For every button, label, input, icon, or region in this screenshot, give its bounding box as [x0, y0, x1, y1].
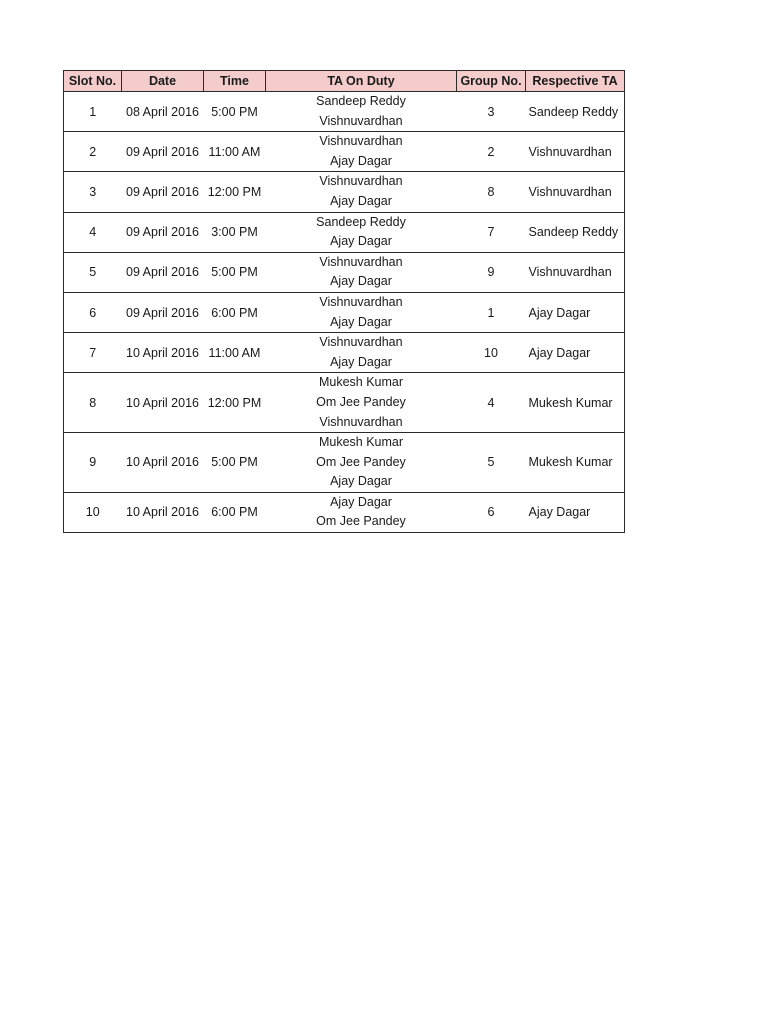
table-row	[64, 212, 625, 252]
schedule-body	[64, 92, 625, 533]
date-cell: 09 April 2016	[122, 172, 204, 212]
table-row	[64, 333, 625, 373]
table-row	[64, 252, 625, 292]
header-row	[64, 71, 625, 92]
ta-name: Mukesh Kumar	[318, 435, 404, 450]
group-no-cell: 1	[457, 292, 526, 332]
ta-on-duty-cell	[266, 433, 457, 493]
ta-name: Ajay Dagar	[330, 494, 392, 509]
header-ta-on-duty: TA On Duty	[266, 71, 457, 92]
table-row	[64, 292, 625, 332]
ta-on-duty-cell	[266, 252, 457, 292]
ta-schedule-table	[63, 70, 625, 533]
ta-name: Ajay Dagar	[330, 153, 392, 168]
ta-on-duty-cell	[266, 292, 457, 332]
time-cell: 6:00 PM	[204, 292, 266, 332]
date-cell: 10 April 2016	[122, 333, 204, 373]
group-no-cell: 6	[457, 492, 526, 532]
time-cell: 11:00 AM	[204, 132, 266, 172]
ta-name: Vishnuvardhan	[319, 174, 403, 189]
time-cell: 5:00 PM	[204, 252, 266, 292]
ta-on-duty-cell	[266, 333, 457, 373]
table-row	[64, 373, 625, 433]
ta-name: Ajay Dagar	[330, 474, 392, 489]
slot-no-cell: 8	[64, 373, 122, 433]
slot-no-cell: 2	[64, 132, 122, 172]
group-no-cell: 5	[457, 433, 526, 493]
time-cell: 11:00 AM	[204, 333, 266, 373]
respective-ta-cell: Ajay Dagar	[526, 333, 625, 373]
time-cell: 3:00 PM	[204, 212, 266, 252]
date-cell: 09 April 2016	[122, 132, 204, 172]
table-row	[64, 92, 625, 132]
date-cell: 10 April 2016	[122, 373, 204, 433]
ta-on-duty-cell	[266, 212, 457, 252]
respective-ta-cell: Vishnuvardhan	[526, 172, 625, 212]
time-cell: 6:00 PM	[204, 492, 266, 532]
ta-name: Ajay Dagar	[330, 234, 392, 249]
group-no-cell: 7	[457, 212, 526, 252]
ta-name: Vishnuvardhan	[319, 254, 403, 269]
date-cell: 08 April 2016	[122, 92, 204, 132]
ta-name: Ajay Dagar	[330, 314, 392, 329]
group-no-cell: 2	[457, 132, 526, 172]
slot-no-cell: 1	[64, 92, 122, 132]
respective-ta-cell: Mukesh Kumar	[526, 373, 625, 433]
table-row	[64, 492, 625, 532]
ta-name: Ajay Dagar	[330, 193, 392, 208]
date-cell: 10 April 2016	[122, 492, 204, 532]
group-no-cell: 9	[457, 252, 526, 292]
ta-name: Ajay Dagar	[330, 354, 392, 369]
group-no-cell: 10	[457, 333, 526, 373]
ta-on-duty-cell	[266, 172, 457, 212]
ta-name: Mukesh Kumar	[318, 375, 404, 390]
date-cell: 09 April 2016	[122, 292, 204, 332]
ta-on-duty-cell	[266, 492, 457, 532]
table-row	[64, 132, 625, 172]
header-time: Time	[204, 71, 266, 92]
header-respective-ta: Respective TA	[526, 71, 625, 92]
time-cell: 5:00 PM	[204, 433, 266, 493]
header-date: Date	[122, 71, 204, 92]
ta-name: Vishnuvardhan	[319, 113, 403, 128]
table-row	[64, 433, 625, 493]
respective-ta-cell: Ajay Dagar	[526, 292, 625, 332]
ta-name: Om Jee Pandey	[316, 454, 406, 469]
date-cell: 10 April 2016	[122, 433, 204, 493]
ta-name: Om Jee Pandey	[316, 394, 406, 409]
slot-no-cell: 9	[64, 433, 122, 493]
table-row	[64, 172, 625, 212]
respective-ta-cell: Sandeep Reddy	[526, 212, 625, 252]
group-no-cell: 4	[457, 373, 526, 433]
slot-no-cell: 4	[64, 212, 122, 252]
time-cell: 12:00 PM	[204, 172, 266, 212]
respective-ta-cell: Vishnuvardhan	[526, 252, 625, 292]
respective-ta-cell: Ajay Dagar	[526, 492, 625, 532]
group-no-cell: 3	[457, 92, 526, 132]
ta-name: Vishnuvardhan	[319, 294, 403, 309]
ta-name: Vishnuvardhan	[319, 134, 403, 149]
time-cell: 12:00 PM	[204, 373, 266, 433]
header-slot-no: Slot No.	[64, 71, 122, 92]
slot-no-cell: 6	[64, 292, 122, 332]
respective-ta-cell: Sandeep Reddy	[526, 92, 625, 132]
ta-name: Vishnuvardhan	[319, 335, 403, 350]
date-cell: 09 April 2016	[122, 252, 204, 292]
ta-name: Om Jee Pandey	[316, 514, 406, 529]
slot-no-cell: 10	[64, 492, 122, 532]
ta-on-duty-cell	[266, 373, 457, 433]
ta-name: Sandeep Reddy	[316, 214, 406, 229]
ta-on-duty-cell	[266, 92, 457, 132]
time-cell: 5:00 PM	[204, 92, 266, 132]
group-no-cell: 8	[457, 172, 526, 212]
slot-no-cell: 5	[64, 252, 122, 292]
respective-ta-cell: Mukesh Kumar	[526, 433, 625, 493]
ta-name: Sandeep Reddy	[316, 94, 406, 108]
ta-name: Vishnuvardhan	[319, 414, 403, 429]
respective-ta-cell: Vishnuvardhan	[526, 132, 625, 172]
slot-no-cell: 3	[64, 172, 122, 212]
date-cell: 09 April 2016	[122, 212, 204, 252]
slot-no-cell: 7	[64, 333, 122, 373]
ta-on-duty-cell	[266, 132, 457, 172]
header-group-no: Group No.	[457, 71, 526, 92]
ta-name: Ajay Dagar	[330, 274, 392, 289]
